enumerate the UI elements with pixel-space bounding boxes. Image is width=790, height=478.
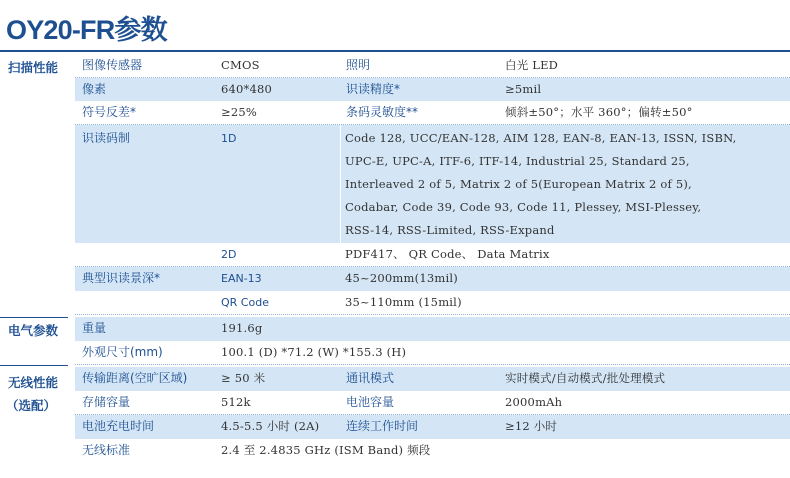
symbology-line: Interleaved 2 of 5, Matrix 2 of 5(European Matrix 2 of 5), xyxy=(345,177,692,191)
row-value: CMOS xyxy=(221,58,260,72)
row-label: 识读码制 xyxy=(82,131,131,145)
row-label: 连续工作时间 xyxy=(346,419,419,433)
row-value: 100.1 (D) *71.2 (W) *155.3 (H) xyxy=(221,345,407,359)
section-wireless: 无线性能 xyxy=(8,375,59,390)
column-divider xyxy=(340,125,341,243)
table-row xyxy=(75,341,790,365)
table-row xyxy=(75,243,790,267)
row-label: 像素 xyxy=(82,82,107,96)
section-wireless-optional: （选配） xyxy=(6,398,57,413)
row-value: PDF417、 QR Code、 Data Matrix xyxy=(345,247,550,261)
section-electric: 电气参数 xyxy=(8,323,59,338)
row-label: 图像传感器 xyxy=(82,58,143,72)
row-value: ≥ 50 米 xyxy=(221,371,266,385)
row-value: 191.6g xyxy=(221,321,263,335)
row-label: 电池充电时间 xyxy=(82,419,155,433)
row-label: 传输距离(空旷区域) xyxy=(82,371,188,385)
row-label: 存储容量 xyxy=(82,395,131,409)
row-sublabel: 2D xyxy=(221,248,237,261)
table-row xyxy=(75,439,790,463)
row-value: 2.4 至 2.4835 GHz (ISM Band) 频段 xyxy=(221,443,431,457)
row-label: 通讯模式 xyxy=(346,371,395,385)
table-row xyxy=(75,101,790,125)
table-row xyxy=(75,267,790,291)
row-value: ≥25% xyxy=(221,105,257,119)
symbology-line: UPC-E, UPC-A, ITF-6, ITF-14, Industrial 25, Standard 25, xyxy=(345,154,690,168)
row-label: 符号反差* xyxy=(82,105,137,119)
table-row xyxy=(75,78,790,101)
row-label: 照明 xyxy=(346,58,371,72)
row-sublabel: QR Code xyxy=(221,296,269,309)
row-label: 条码灵敏度** xyxy=(346,105,419,119)
row-value: 倾斜±50°；水平 360°；偏转±50° xyxy=(505,105,693,119)
row-sublabel: 1D xyxy=(221,132,237,145)
section-divider xyxy=(0,365,68,366)
page-title: OY20-FR参数 xyxy=(6,15,167,45)
table-row xyxy=(75,415,790,439)
section-scan: 扫描性能 xyxy=(8,60,59,75)
table-row xyxy=(75,367,790,391)
section-divider xyxy=(0,317,68,318)
row-value: 白光 LED xyxy=(505,58,559,72)
row-value: 640*480 xyxy=(221,82,273,96)
row-sublabel: EAN-13 xyxy=(221,272,262,285)
row-label: 典型识读景深* xyxy=(82,271,161,285)
row-value: 实时模式/自动模式/批处理模式 xyxy=(505,371,666,385)
table-row xyxy=(75,54,790,78)
row-label: 外观尺寸(mm) xyxy=(82,345,163,359)
row-value: 35~110mm (15mil) xyxy=(345,295,462,309)
row-label: 识读精度* xyxy=(346,82,401,96)
table-row xyxy=(75,317,790,341)
row-value: 2000mAh xyxy=(505,395,563,409)
table-row xyxy=(75,391,790,415)
row-value: ≥12 小时 xyxy=(505,419,558,433)
row-value: 4.5-5.5 小时 (2A) xyxy=(221,419,320,433)
row-value: 45~200mm(13mil) xyxy=(345,271,458,285)
row-label: 电池容量 xyxy=(346,395,395,409)
symbology-line: Codabar, Code 39, Code 93, Code 11, Plessey, MSI-Plessey, xyxy=(345,200,702,214)
symbology-line: Code 128, UCC/EAN-128, AIM 128, EAN-8, EAN-13, ISSN, ISBN, xyxy=(345,131,737,145)
row-value: 512k xyxy=(221,395,251,409)
row-label: 重量 xyxy=(82,321,107,335)
table-row xyxy=(75,291,790,315)
row-label: 无线标准 xyxy=(82,443,131,457)
table-row xyxy=(75,125,790,243)
title-underline xyxy=(0,50,790,52)
symbology-line: RSS-14, RSS-Limited, RSS-Expand xyxy=(345,223,555,237)
row-value: ≥5mil xyxy=(505,82,542,96)
